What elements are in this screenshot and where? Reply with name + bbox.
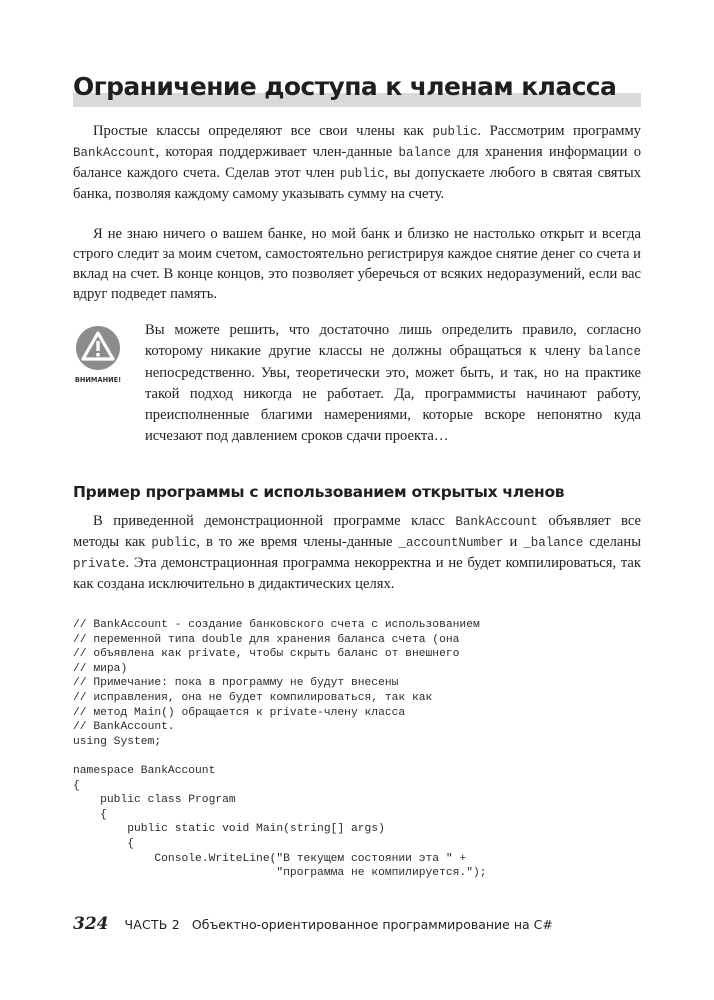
heading-block <box>73 72 641 108</box>
section-subheading: Пример программы с использованием открытых членов <box>73 483 565 501</box>
code-inline: balance <box>588 345 641 359</box>
code-inline: BankAccount <box>455 515 538 529</box>
page-number: 324 <box>73 914 109 934</box>
text-run: В приведенной демонстрационной программе класс <box>93 513 456 529</box>
part-label: ЧАСТЬ 2 <box>124 917 180 932</box>
text-run: . Рассмотрим программу <box>477 123 641 139</box>
warning-label: ВНИМАНИЕ! <box>74 376 122 384</box>
code-inline: _balance <box>523 536 584 550</box>
code-inline: private <box>73 557 126 571</box>
text-run: , которая поддерживает член-данные <box>155 144 399 160</box>
warning-note <box>145 320 641 447</box>
page-footer <box>73 914 553 934</box>
chapter-title: Объектно-ориентированное программирование на C# <box>191 917 553 932</box>
text-run: Вы можете решить, что достаточно лишь определить правило, согласно которому никакие другие классы не должны обращаться к члену <box>145 322 641 359</box>
code-inline: balance <box>398 146 451 160</box>
text-run: и <box>503 534 524 550</box>
text-run: сделаны <box>583 534 641 550</box>
code-inline: public <box>432 125 478 139</box>
paragraph-bank: Я не знаю ничего о вашем банке, но мой банк и близко не настолько открыт и всегда строго следит за моим счетом, самостоятельно регистрируя каждое снятие денег со счета и вклад на счет. В конце концов, это позволяет уберечься от всяких недоразумений, если вас вдруг подведет память. <box>73 226 641 302</box>
text-run: объявляет все методы как <box>73 513 641 550</box>
code-inline: BankAccount <box>73 146 156 160</box>
text-run: , вы допускаете любого в святая святых банка, позволяя каждому самому указывать сумму на счету. <box>73 165 641 202</box>
text-run: . Эта демонстрационная программа некорректна и не будет компилироваться, так как создана исключительно в дидактических целях. <box>73 555 641 592</box>
code-inline: _accountNumber <box>398 536 504 550</box>
code-inline: public <box>151 536 197 550</box>
warning-triangle-icon <box>73 324 123 372</box>
text-run: , в то же время члены-данные <box>196 534 399 550</box>
paragraph-intro <box>73 121 641 204</box>
code-listing: // BankAccount - создание банковского счета с использованием // переменной типа double для хранения баланса счета (она // объявлена как private, чтобы скрыть баланс от внешнего // мира) // Примечание: пока в программу не будут внесены // исправления, она не будет компилироваться, так как // метод Main() обращается к private-члену класса // BankAccount. using System; namespace BankAccount { public class Program { public static void Main(string[] args) { Console.WriteLine("В текущем состоянии эта " + "программа не компилируется."); <box>73 619 487 880</box>
code-inline: public <box>339 167 385 181</box>
text-run: непосредственно. Увы, теоретически это, может быть, и так, но на практике такой подход никогда не работает. Да, программисты начинают работу, преисполненные благими намерениями, которые вскоре непонятно куда исчезают под давлением сроков сдачи проекта… <box>145 365 641 444</box>
page-title: Ограничение доступа к членам класса <box>73 72 617 101</box>
text-run: Простые классы определяют все свои члены как <box>93 123 433 139</box>
text-run: для хранения информации о балансе каждого счета. Сделав этот член <box>73 144 641 181</box>
paragraph-demo <box>73 511 641 594</box>
